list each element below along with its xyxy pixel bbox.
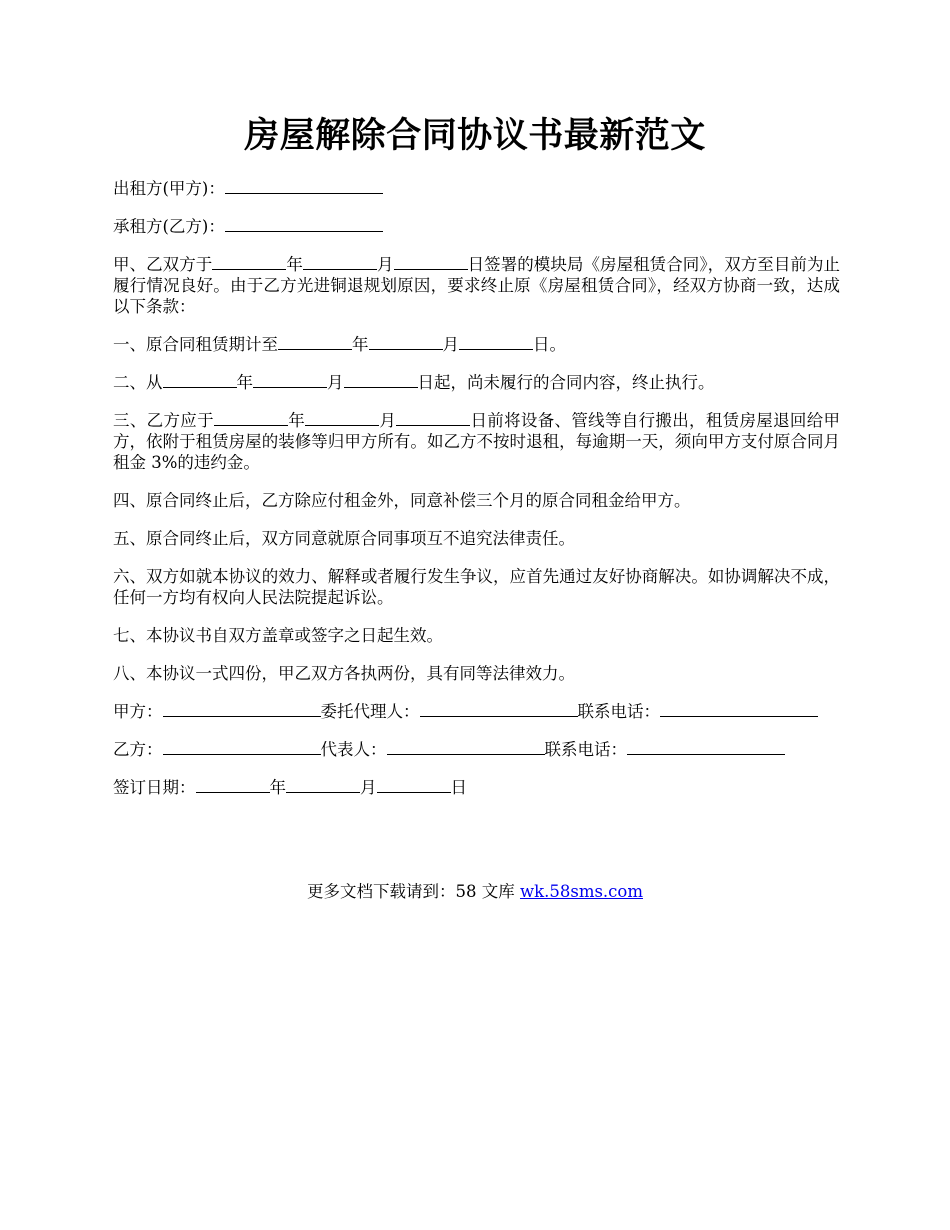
footer-text: 更多文档下载请到：58 文库 xyxy=(306,882,520,901)
agent-label: 委托代理人： xyxy=(320,702,420,721)
day-blank xyxy=(459,334,533,350)
month-label: 月 xyxy=(442,335,459,354)
year-blank xyxy=(214,410,288,426)
day-blank xyxy=(396,410,470,426)
representative-blank xyxy=(387,739,545,755)
month-label: 月 xyxy=(360,778,377,797)
month-label: 月 xyxy=(376,255,394,274)
year-label: 年 xyxy=(287,411,305,430)
agent-blank xyxy=(420,701,578,717)
clause-3-text: 三、乙方应于 xyxy=(113,411,214,430)
clause-7: 七、本协议书自双方盖章或签字之日起生效。 xyxy=(113,626,443,645)
lessee-label: 承租方(乙方)： xyxy=(113,217,225,236)
clause-2-end: 日起，尚未履行的合同内容，终止执行。 xyxy=(417,373,715,392)
day-blank xyxy=(344,372,418,388)
month-blank xyxy=(286,777,360,793)
clause-1 xyxy=(113,334,840,355)
document-body xyxy=(113,178,840,815)
lessee-blank xyxy=(225,216,383,232)
representative-label: 代表人： xyxy=(320,740,387,759)
intro-paragraph xyxy=(113,254,840,317)
party-b-phone-label: 联系电话： xyxy=(544,740,627,759)
lessor-line xyxy=(113,178,840,199)
document-title: 房屋解除合同协议书最新范文 xyxy=(244,115,706,156)
clause-3 xyxy=(113,410,840,473)
month-blank xyxy=(303,254,377,270)
month-blank xyxy=(305,410,379,426)
lessor-blank xyxy=(225,178,383,194)
clause-1-end: 日。 xyxy=(533,335,566,354)
clause-8: 八、本协议一式四份，甲乙双方各执两份，具有同等法律效力。 xyxy=(113,664,575,683)
party-b-label: 乙方： xyxy=(113,740,163,759)
lessee-line xyxy=(113,216,840,237)
lessor-label: 出租方(甲方)： xyxy=(113,179,225,198)
party-b-blank xyxy=(163,739,321,755)
month-label: 月 xyxy=(379,411,397,430)
footer-link[interactable]: wk.58sms.com xyxy=(519,882,643,901)
party-a-phone-label: 联系电话： xyxy=(577,702,660,721)
day-label: 日 xyxy=(450,778,467,797)
intro-text-rest: 日签署的模块局《房屋租赁合同》，双方至目前为止履行情况良好。由于乙方光进铜退规划原因，要求终止原《房屋租赁合同》，经双方协商一致，达成以下条款： xyxy=(113,255,841,316)
year-label: 年 xyxy=(236,373,253,392)
footer xyxy=(0,881,950,902)
clause-1-text: 一、原合同租赁期计至 xyxy=(113,335,278,354)
sign-date-line xyxy=(113,777,840,798)
day-blank xyxy=(377,777,451,793)
year-label: 年 xyxy=(269,778,286,797)
clause-4: 四、原合同终止后，乙方除应付租金外，同意补偿三个月的原合同租金给甲方。 xyxy=(113,491,691,510)
party-b-signature-line xyxy=(113,739,840,760)
party-a-label: 甲方： xyxy=(113,702,163,721)
month-blank xyxy=(369,334,443,350)
year-blank xyxy=(163,372,237,388)
month-label: 月 xyxy=(327,373,344,392)
year-blank xyxy=(212,254,286,270)
intro-text: 甲、乙双方于 xyxy=(113,255,213,274)
year-blank xyxy=(278,334,352,350)
party-a-signature-line xyxy=(113,701,840,722)
clause-3-rest: 日前将设备、管线等自行搬出，租赁房屋退回给甲方，依附于租赁房屋的装修等归甲方所有。如乙方不按时退租，每逾期一天，须向甲方支付原合同月租金 3%的违约金。 xyxy=(113,411,840,472)
year-blank xyxy=(196,777,270,793)
month-blank xyxy=(253,372,327,388)
party-a-phone-blank xyxy=(660,701,808,717)
year-label: 年 xyxy=(352,335,369,354)
clause-5: 五、原合同终止后，双方同意就原合同事项互不追究法律责任。 xyxy=(113,529,575,548)
clause-2-text: 二、从 xyxy=(113,373,163,392)
sign-date-label: 签订日期： xyxy=(113,778,196,797)
day-blank xyxy=(394,254,468,270)
clause-6: 六、双方如就本协议的效力、解释或者履行发生争议，应首先通过友好协商解决。如协调解决不成，任何一方均有权向人民法院提起诉讼。 xyxy=(113,567,840,607)
party-a-blank xyxy=(163,701,321,717)
party-a-phone-blank-wrap xyxy=(808,701,818,717)
year-label: 年 xyxy=(286,255,303,274)
clause-2 xyxy=(113,372,840,393)
party-b-phone-blank xyxy=(627,739,785,755)
